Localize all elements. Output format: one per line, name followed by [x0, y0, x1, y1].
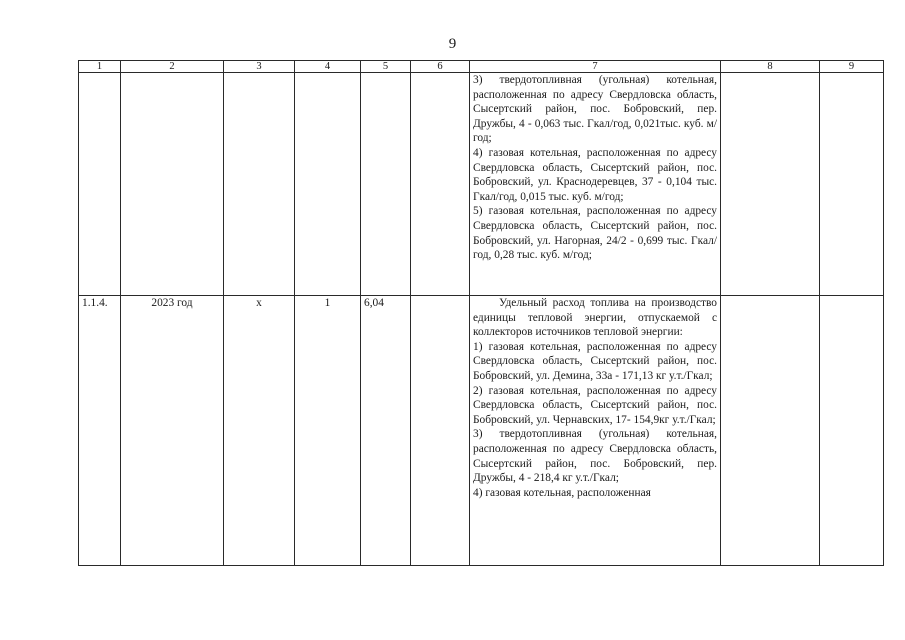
cell-col3: х: [224, 296, 295, 566]
cell-empty: [820, 73, 884, 296]
cell-empty: [79, 73, 121, 296]
column-header: 4: [295, 61, 361, 73]
description-intro: Удельный расход топлива на производство единицы тепловой энергии, отпускаемой с коллекторов источников тепловой энергии:: [473, 297, 717, 339]
cell-description: [470, 73, 721, 296]
cell-item-number: 1.1.4.: [79, 296, 121, 566]
data-table: [78, 60, 884, 566]
cell-col4: 1: [295, 296, 361, 566]
description-line: 4) газовая котельная, расположенная по адресу Свердловска область, Сысертский район, пос. Бобровский, ул. Краснодеревцев, 37 - 0,104 тыс. Гкал/год, 0,015 тыс. куб. м/год;: [473, 146, 717, 203]
cell-empty: [121, 73, 224, 296]
cell-empty: [361, 73, 411, 296]
cell-empty: [295, 73, 361, 296]
column-header: 1: [79, 61, 121, 73]
cell-col5: 6,04: [361, 296, 411, 566]
description-line: 4) газовая котельная, расположенная: [473, 486, 651, 499]
cell-year: 2023 год: [121, 296, 224, 566]
cell-empty: [721, 73, 820, 296]
column-header: 2: [121, 61, 224, 73]
table-row: [79, 296, 884, 566]
description-line: 5) газовая котельная, расположенная по адресу Свердловска область, Сысертский район, пос. Бобровский, ул. Нагорная, 24/2 - 0,699 тыс. Гкал/год, 0,28 тыс. куб. м/год;: [473, 205, 717, 262]
description-line: 2) газовая котельная, расположенная по адресу Свердловска область, Сысертский район, пос. Бобровский, ул. Чернавских, 17- 154,9кг у.т./Гкал;: [473, 384, 717, 426]
column-header: 9: [820, 61, 884, 73]
cell-empty: [411, 296, 470, 566]
page-number: 9: [448, 36, 457, 52]
column-header-row: [79, 61, 884, 73]
column-header: 5: [361, 61, 411, 73]
column-header: 3: [224, 61, 295, 73]
column-header: 8: [721, 61, 820, 73]
cell-empty: [721, 296, 820, 566]
column-header: 6: [411, 61, 470, 73]
cell-empty: [411, 73, 470, 296]
description-line: 3) твердотопливная (угольная) котельная, расположенная по адресу Свердловска область, Сысертский район, пос. Бобровский, пер. Дружбы, 4 - 218,4 кг у.т./Гкал;: [473, 428, 717, 485]
table-row: [79, 73, 884, 296]
cell-empty: [224, 73, 295, 296]
description-line: 3) твердотопливная (угольная) котельная, расположенная по адресу Свердловска область, Сысертский район, пос. Бобровский, пер. Дружбы, 4 - 0,063 тыс. Гкал/год, 0,021тыс. куб. м/год;: [473, 74, 717, 145]
cell-empty: [820, 296, 884, 566]
cell-description: [470, 296, 721, 566]
description-line: 1) газовая котельная, расположенная по адресу Свердловска область, Сысертский район, пос. Бобровский, ул. Демина, 33а - 171,13 кг у.т./Гкал;: [473, 340, 717, 382]
column-header: 7: [470, 61, 721, 73]
